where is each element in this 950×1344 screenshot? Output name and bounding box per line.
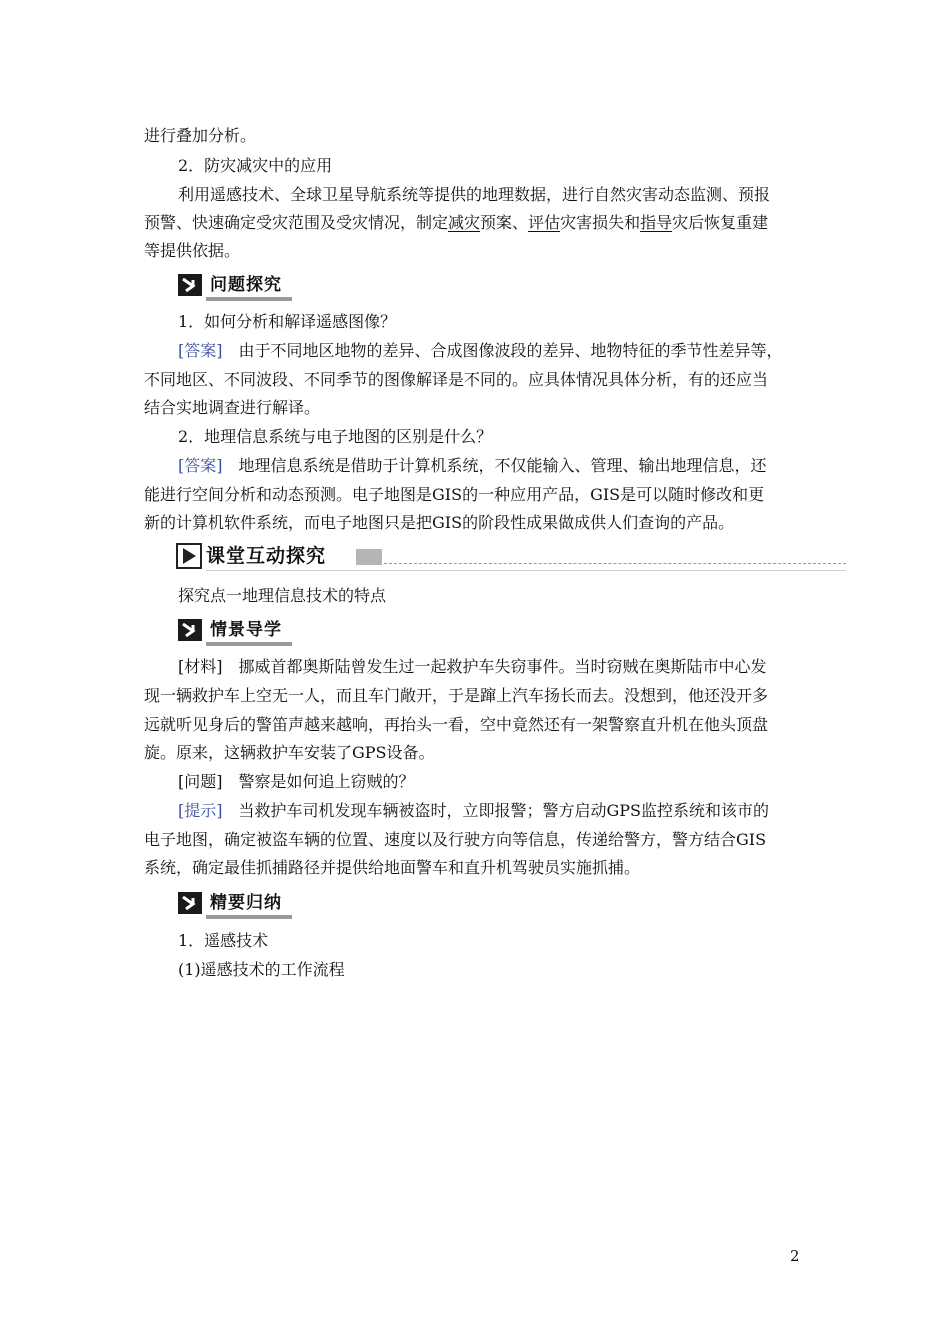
banner-bar [356,549,382,565]
text-span: 灾后恢复重建 [672,213,769,232]
arrow-icon [178,619,202,641]
hint-line: 电子地图，确定被盗车辆的位置、速度以及行驶方向等信息，传递给警方，警方结合GIS [144,830,767,849]
answer-line [178,456,809,476]
section-header-jingyao [178,890,292,916]
banner-rule [384,563,846,564]
hint-line: 系统，确定最佳抓捕路径并提供给地面警车和直升机驾驶员实施抓捕。 [144,858,641,877]
text-span: 预案、 [480,213,529,232]
hint-tag: [提示] [178,801,223,820]
answer-line: 新的计算机软件系统，而电子地图只是把GIS的阶段性成果做成供人们查询的产品。 [144,513,735,532]
banner-title: 课堂互动探究 [206,545,327,567]
answer-tag: [答案] [178,456,223,475]
question-1: 1．如何分析和解译遥感图像？ [178,312,397,331]
play-icon [176,543,202,569]
text-span: 灾害损失和 [560,213,641,232]
arrow-icon [178,892,202,914]
underlined-term: 减灾 [448,213,481,232]
page-number: 2 [790,1247,800,1265]
arrow-icon [178,274,202,296]
explore-point-title: 探究点一地理信息技术的特点 [178,586,387,605]
text-line: 利用遥感技术、全球卫星导航系统等提供的地理数据，进行自然灾害动态监测、预报 [178,185,771,204]
banner-underline [206,570,846,571]
answer-line: 结合实地调查进行解译。 [144,398,321,417]
subheading-disaster: 2．防灾减灾中的应用 [178,156,333,175]
underlined-term: 指导 [640,213,673,232]
text-span: 预警、快速确定受灾范围及受灾情况，制定 [144,213,449,232]
section-title: 问题探究 [206,270,292,301]
problem-text: 警察是如何追上窃贼的？ [222,772,415,791]
answer-line [178,341,809,361]
section-banner-ketang [176,541,846,571]
material-line: 现一辆救护车上空无一人，而且车门敞开，于是蹿上汽车扬长而去。没想到，他还没开多 [144,686,769,705]
answer-text: 地理信息系统是借助于计算机系统，不仅能输入、管理、输出地理信息，还 [222,456,767,475]
summary-heading: 1．遥感技术 [178,931,269,950]
section-header-wenti [178,272,292,298]
section-header-qingjing [178,617,292,643]
material-line [178,657,809,677]
text-line: 进行叠加分析。 [144,126,257,145]
material-text: 挪威首都奥斯陆曾发生过一起救护车失窃事件。当时窃贼在奥斯陆市中心发 [222,657,767,676]
answer-text: 由于不同地区地物的差异、合成图像波段的差异、地物特征的季节性差异等， [222,341,783,360]
problem-line [178,772,809,792]
problem-tag: [问题] [178,772,223,791]
material-tag: [材料] [178,657,223,676]
text-line [144,213,809,233]
material-line: 远就听见身后的警笛声越来越响，再抬头一看，空中竟然还有一架警察直升机在他头顶盘 [144,715,769,734]
text-line: 等提供依据。 [144,241,241,260]
hint-text: 当救护车司机发现车辆被盗时，立即报警；警方启动GPS监控系统和该市的 [222,801,770,820]
section-title: 情景导学 [206,615,292,646]
answer-line: 不同地区、不同波段、不同季节的图像解译是不同的。应具体情况具体分析，有的还应当 [144,370,769,389]
underlined-term: 评估 [528,213,561,232]
answer-line: 能进行空间分析和动态预测。电子地图是GIS的一种应用产品，GIS是可以随时修改和更 [144,485,765,504]
material-line: 旋。原来，这辆救护车安装了GPS设备。 [144,743,435,762]
summary-subheading: (1)遥感技术的工作流程 [178,960,345,979]
hint-line [178,801,809,821]
section-title: 精要归纳 [206,888,292,919]
answer-tag: [答案] [178,341,223,360]
question-2: 2．地理信息系统与电子地图的区别是什么？ [178,427,493,446]
